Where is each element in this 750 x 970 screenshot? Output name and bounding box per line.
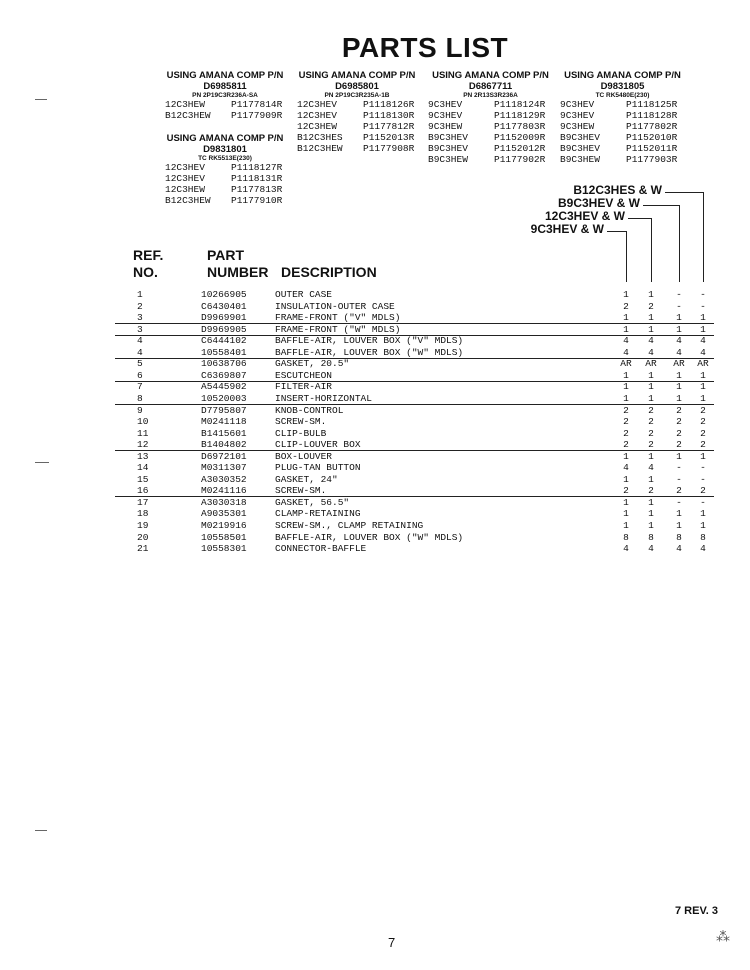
description-header: DESCRIPTION xyxy=(281,264,377,280)
model-label: B9C3HEV & W xyxy=(557,196,640,210)
quantity-cell: 2 xyxy=(648,300,654,312)
compressor-row xyxy=(560,132,685,143)
quantity-cell: 1 xyxy=(700,450,706,462)
corner-mark: ⁂ xyxy=(716,928,730,944)
part-number: M0219916 xyxy=(201,520,247,531)
part-number: A5445902 xyxy=(201,381,247,393)
ref-number: 8 xyxy=(137,392,143,404)
model-bracket-vertical xyxy=(626,231,627,282)
quantity-cell: 2 xyxy=(648,404,654,416)
compressor-group-heading: USING AMANA COMP P/N xyxy=(298,70,416,81)
compressor-row-part: P1177903R xyxy=(626,154,678,165)
quantity-cell: 2 xyxy=(648,439,654,451)
part-description: CLIP-BULB xyxy=(275,427,327,439)
ref-number: 18 xyxy=(137,508,149,520)
quantity-cell: 4 xyxy=(676,346,682,358)
quantity-cell: 2 xyxy=(623,439,629,451)
quantity-cell: 1 xyxy=(676,508,682,520)
compressor-row-model: 9C3HEV xyxy=(428,99,463,110)
quantity-cell: 4 xyxy=(623,543,629,555)
quantity-cell: AR xyxy=(673,358,685,370)
ref-number: 11 xyxy=(137,427,149,439)
compressor-group xyxy=(165,133,285,206)
quantity-cell: 2 xyxy=(648,416,654,428)
model-bracket-horizontal xyxy=(643,205,679,206)
quantity-cell: 1 xyxy=(623,323,629,335)
quantity-cell: 2 xyxy=(648,427,654,439)
part-description: BAFFLE-AIR, LOUVER BOX ("W" MDLS) xyxy=(275,346,464,358)
quantity-cell: 1 xyxy=(623,450,629,462)
part-number: M0241116 xyxy=(201,485,247,497)
compressor-row-model: B9C3HEW xyxy=(428,154,468,165)
quantity-cell: 1 xyxy=(648,392,654,404)
quantity-cell: 1 xyxy=(700,392,706,404)
quantity-cell: 4 xyxy=(648,335,654,347)
part-header-line1: PART xyxy=(207,247,245,263)
quantity-cell: 2 xyxy=(623,485,629,497)
model-bracket-horizontal xyxy=(665,192,703,193)
quantity-cell: 4 xyxy=(623,335,629,347)
compressor-row-part: P1177910R xyxy=(231,195,283,206)
part-number: 10558401 xyxy=(201,346,247,358)
quantity-cell: 1 xyxy=(700,381,706,393)
compressor-row-model: 9C3HEW xyxy=(560,121,595,132)
part-description: CLAMP-RETAINING xyxy=(275,508,361,520)
compressor-row xyxy=(428,99,553,110)
quantity-cell: 4 xyxy=(700,543,706,555)
part-number: 10558501 xyxy=(201,531,247,543)
part-description: PLUG-TAN BUTTON xyxy=(275,462,361,474)
compressor-row-part: P1177909R xyxy=(231,110,283,121)
ref-number: 7 xyxy=(137,381,143,393)
quantity-cell: 4 xyxy=(700,346,706,358)
compressor-row-model: 12C3HEV xyxy=(165,162,205,173)
compressor-row-part: P1118129R xyxy=(494,110,546,121)
margin-mark xyxy=(35,830,47,831)
quantity-cell: - xyxy=(700,496,706,508)
compressor-row-part: P1152011R xyxy=(626,143,678,154)
compressor-row xyxy=(165,99,285,110)
part-number: D9969905 xyxy=(201,323,247,335)
quantity-cell: 1 xyxy=(700,369,706,381)
compressor-row-model: 9C3HEW xyxy=(428,121,463,132)
quantity-cell: 1 xyxy=(623,369,629,381)
quantity-cell: 2 xyxy=(676,485,682,497)
compressor-row-part: P1177902R xyxy=(494,154,546,165)
ref-number: 21 xyxy=(137,543,149,555)
quantity-cell: 2 xyxy=(623,300,629,312)
quantity-cell: AR xyxy=(620,358,632,370)
quantity-cell: 1 xyxy=(676,312,682,324)
compressor-row xyxy=(560,99,685,110)
compressor-row-model: 9C3HEV xyxy=(560,99,595,110)
compressor-group-heading: USING AMANA COMP P/N xyxy=(166,133,284,144)
compressor-row-part: P1177812R xyxy=(363,121,415,132)
quantity-cell: 1 xyxy=(676,381,682,393)
part-description: SCREW-SM. xyxy=(275,485,327,497)
part-number: B1404802 xyxy=(201,439,247,451)
part-number: C6444102 xyxy=(201,335,247,347)
part-description: BOX-LOUVER xyxy=(275,450,333,462)
compressor-row xyxy=(560,143,685,154)
compressor-row xyxy=(428,121,553,132)
quantity-cell: 8 xyxy=(648,531,654,543)
part-description: BAFFLE-AIR, LOUVER BOX ("W" MDLS) xyxy=(275,531,464,543)
compressor-row xyxy=(165,195,285,206)
quantity-cell: 4 xyxy=(676,335,682,347)
quantity-cell: 4 xyxy=(623,346,629,358)
quantity-cell: 4 xyxy=(700,335,706,347)
quantity-cell: 1 xyxy=(676,450,682,462)
part-number: M0241118 xyxy=(201,416,247,428)
quantity-cell: 4 xyxy=(676,543,682,555)
quantity-cell: - xyxy=(700,289,706,300)
compressor-group xyxy=(297,70,417,154)
quantity-cell: 1 xyxy=(648,289,654,300)
quantity-cell: 8 xyxy=(676,531,682,543)
quantity-cell: 1 xyxy=(648,323,654,335)
part-number: A3030352 xyxy=(201,473,247,485)
quantity-cell: - xyxy=(700,300,706,312)
quantity-cell: 2 xyxy=(700,427,706,439)
ref-number: 4 xyxy=(137,335,143,347)
model-bracket-horizontal xyxy=(628,218,651,219)
compressor-row-part: P1118125R xyxy=(626,99,678,110)
quantity-cell: 4 xyxy=(623,462,629,474)
quantity-cell: 2 xyxy=(676,439,682,451)
part-description: FRAME-FRONT ("W" MDLS) xyxy=(275,323,401,335)
compressor-row-model: B12C3HEW xyxy=(165,110,211,121)
quantity-cell: - xyxy=(700,462,706,474)
compressor-row-model: B9C3HEV xyxy=(560,143,600,154)
quantity-cell: - xyxy=(676,289,682,300)
quantity-cell: 1 xyxy=(676,520,682,531)
part-description: INSERT-HORIZONTAL xyxy=(275,392,372,404)
quantity-cell: - xyxy=(676,496,682,508)
compressor-row-part: P1152010R xyxy=(626,132,678,143)
model-bracket-vertical xyxy=(679,205,680,282)
quantity-cell: 1 xyxy=(700,312,706,324)
compressor-row xyxy=(428,143,553,154)
compressor-row-part: P1118126R xyxy=(363,99,415,110)
ref-number: 17 xyxy=(137,496,149,508)
quantity-cell: 1 xyxy=(623,312,629,324)
compressor-row xyxy=(297,132,417,143)
compressor-row-part: P1177814R xyxy=(231,99,283,110)
part-number: 10558301 xyxy=(201,543,247,555)
part-number: A3030318 xyxy=(201,496,247,508)
quantity-cell: 1 xyxy=(700,520,706,531)
compressor-row-model: B9C3HEW xyxy=(560,154,600,165)
compressor-row-model: 12C3HEW xyxy=(165,184,205,195)
quantity-cell: 1 xyxy=(623,520,629,531)
quantity-cell: 2 xyxy=(700,404,706,416)
quantity-cell: 4 xyxy=(648,543,654,555)
quantity-cell: 2 xyxy=(648,485,654,497)
compressor-sub: TC RK5480E(230) xyxy=(595,92,650,99)
part-description: FRAME-FRONT ("V" MDLS) xyxy=(275,312,401,324)
part-description: SCREW-SM., CLAMP RETAINING xyxy=(275,520,424,531)
margin-mark xyxy=(35,462,49,463)
quantity-cell: 2 xyxy=(676,416,682,428)
model-label: 9C3HEV & W xyxy=(530,222,604,236)
compressor-row-part: P1118131R xyxy=(231,173,283,184)
ref-number: 5 xyxy=(137,358,143,370)
compressor-row xyxy=(428,110,553,121)
quantity-cell: 1 xyxy=(623,508,629,520)
ref-number: 13 xyxy=(137,450,149,462)
compressor-sub: PN 2P19C3R235A-1B xyxy=(324,92,390,99)
ref-number: 4 xyxy=(137,346,143,358)
quantity-cell: 1 xyxy=(648,496,654,508)
model-label: B12C3HES & W xyxy=(573,183,662,197)
quantity-cell: 1 xyxy=(700,323,706,335)
part-description: GASKET, 24" xyxy=(275,473,338,485)
compressor-row-part: P1118124R xyxy=(494,99,546,110)
compressor-row-part: P1177803R xyxy=(494,121,546,132)
compressor-row xyxy=(165,162,285,173)
part-description: CONNECTOR-BAFFLE xyxy=(275,543,367,555)
part-number: C6430401 xyxy=(201,300,247,312)
part-number: A9035301 xyxy=(201,508,247,520)
quantity-cell: 1 xyxy=(648,473,654,485)
part-number: D6972101 xyxy=(201,450,247,462)
part-header-line2: NUMBER xyxy=(207,264,269,280)
compressor-group-heading: USING AMANA COMP P/N xyxy=(166,70,284,81)
ref-number: 1 xyxy=(137,289,143,300)
page-title: PARTS LIST xyxy=(341,32,509,63)
compressor-row xyxy=(165,110,285,121)
ref-number: 14 xyxy=(137,462,149,474)
compressor-row-model: B9C3HEV xyxy=(428,143,468,154)
compressor-pn: D9831805 xyxy=(600,81,645,92)
part-description: INSULATION-OUTER CASE xyxy=(275,300,395,312)
compressor-row xyxy=(428,154,553,165)
quantity-cell: 1 xyxy=(648,450,654,462)
model-bracket-vertical xyxy=(703,192,704,282)
quantity-cell: 2 xyxy=(623,404,629,416)
part-number: C6369807 xyxy=(201,369,247,381)
compressor-row xyxy=(428,132,553,143)
part-number: 10638706 xyxy=(201,358,247,370)
ref-number: 16 xyxy=(137,485,149,497)
quantity-cell: 1 xyxy=(700,508,706,520)
quantity-cell: 8 xyxy=(700,531,706,543)
compressor-row-model: 9C3HEV xyxy=(428,110,463,121)
quantity-cell: 1 xyxy=(676,369,682,381)
ref-header-line1: REF. xyxy=(133,247,164,263)
compressor-row-model: 12C3HEW xyxy=(165,99,205,110)
quantity-cell: 2 xyxy=(700,416,706,428)
quantity-cell: 1 xyxy=(623,496,629,508)
part-description: CLIP-LOUVER BOX xyxy=(275,439,361,451)
quantity-cell: 1 xyxy=(676,392,682,404)
quantity-cell: 2 xyxy=(623,416,629,428)
ref-number: 9 xyxy=(137,404,143,416)
compressor-row-part: P1177908R xyxy=(363,143,415,154)
compressor-pn: D6867711 xyxy=(468,81,513,92)
compressor-row xyxy=(297,99,417,110)
model-label: 12C3HEV & W xyxy=(544,209,625,223)
quantity-cell: - xyxy=(700,473,706,485)
compressor-row-model: 9C3HEV xyxy=(560,110,595,121)
quantity-cell: 2 xyxy=(700,439,706,451)
compressor-row-model: 12C3HEV xyxy=(165,173,205,184)
quantity-cell: 2 xyxy=(623,427,629,439)
compressor-row xyxy=(297,121,417,132)
compressor-row-model: B9C3HEV xyxy=(428,132,468,143)
quantity-cell: 1 xyxy=(648,520,654,531)
quantity-cell: 2 xyxy=(676,404,682,416)
part-number: 10520003 xyxy=(201,392,247,404)
part-description: GASKET, 56.5" xyxy=(275,496,350,508)
compressor-row-model: B9C3HEV xyxy=(560,132,600,143)
compressor-row-model: 12C3HEV xyxy=(297,99,337,110)
quantity-cell: 4 xyxy=(648,462,654,474)
compressor-row-part: P1118130R xyxy=(363,110,415,121)
ref-number: 15 xyxy=(137,473,149,485)
model-bracket-vertical xyxy=(651,218,652,282)
compressor-sub: TC RK5513E(230) xyxy=(198,155,252,162)
part-description: OUTER CASE xyxy=(275,289,333,300)
ref-header-line2: NO. xyxy=(133,264,158,280)
part-number: D7795807 xyxy=(201,404,247,416)
quantity-cell: 1 xyxy=(623,473,629,485)
quantity-cell: AR xyxy=(645,358,657,370)
ref-number: 20 xyxy=(137,531,149,543)
quantity-cell: 8 xyxy=(623,531,629,543)
compressor-pn: D6985801 xyxy=(335,81,379,92)
ref-number: 19 xyxy=(137,520,149,531)
compressor-row-part: P1177813R xyxy=(231,184,283,195)
compressor-group xyxy=(428,70,553,165)
part-number: M0311307 xyxy=(201,462,247,474)
compressor-row-model: 12C3HEV xyxy=(297,110,337,121)
compressor-row-part: P1152009R xyxy=(494,132,546,143)
quantity-cell: 1 xyxy=(676,323,682,335)
ref-number: 2 xyxy=(137,300,143,312)
compressor-row xyxy=(297,143,417,154)
compressor-row xyxy=(560,154,685,165)
compressor-row-model: 12C3HEW xyxy=(297,121,337,132)
compressor-group-heading: USING AMANA COMP P/N xyxy=(432,70,549,81)
quantity-cell: 1 xyxy=(648,369,654,381)
quantity-cell: - xyxy=(676,462,682,474)
compressor-pn: D9831801 xyxy=(203,144,247,155)
compressor-row-model: B12C3HEW xyxy=(297,143,343,154)
compressor-row-part: P1177802R xyxy=(626,121,678,132)
quantity-cell: 1 xyxy=(623,289,629,300)
quantity-cell: - xyxy=(676,473,682,485)
compressor-group xyxy=(165,70,285,121)
compressor-row-part: P1152013R xyxy=(363,132,415,143)
part-description: KNOB-CONTROL xyxy=(275,404,344,416)
compressor-row-part: P1152012R xyxy=(494,143,546,154)
part-description: BAFFLE-AIR, LOUVER BOX ("V" MDLS) xyxy=(275,335,464,347)
part-number: B1415601 xyxy=(201,427,247,439)
quantity-cell: 1 xyxy=(623,392,629,404)
compressor-row-part: P1118128R xyxy=(626,110,678,121)
quantity-cell: AR xyxy=(697,358,709,370)
ref-number: 12 xyxy=(137,439,149,451)
compressor-group-heading: USING AMANA COMP P/N xyxy=(564,70,681,81)
compressor-pn: D6985811 xyxy=(203,81,247,92)
bottom-mark: 7 xyxy=(388,935,396,950)
part-description: ESCUTCHEON xyxy=(275,369,333,381)
compressor-row xyxy=(165,184,285,195)
compressor-row xyxy=(560,110,685,121)
page-number: 7 REV. 3 xyxy=(675,905,719,917)
part-description: FILTER-AIR xyxy=(275,381,333,393)
part-number: D9969901 xyxy=(201,312,247,324)
compressor-row xyxy=(165,173,285,184)
compressor-row-model: B12C3HEW xyxy=(165,195,211,206)
compressor-sub: PN 2R13S3R236A xyxy=(463,92,518,99)
quantity-cell: 2 xyxy=(676,427,682,439)
part-description: SCREW-SM. xyxy=(275,416,327,428)
part-description: GASKET, 20.5" xyxy=(275,358,350,370)
ref-number: 10 xyxy=(137,416,149,428)
ref-number: 3 xyxy=(137,323,143,335)
quantity-cell: - xyxy=(676,300,682,312)
quantity-cell: 1 xyxy=(648,508,654,520)
ref-number: 6 xyxy=(137,369,143,381)
margin-mark xyxy=(35,99,47,100)
quantity-cell: 1 xyxy=(648,312,654,324)
compressor-row-model: B12C3HES xyxy=(297,132,343,143)
compressor-row-part: P1118127R xyxy=(231,162,283,173)
compressor-row xyxy=(560,121,685,132)
part-number: 10266905 xyxy=(201,289,247,300)
compressor-group xyxy=(560,70,685,165)
compressor-row xyxy=(297,110,417,121)
quantity-cell: 2 xyxy=(700,485,706,497)
ref-number: 3 xyxy=(137,312,143,324)
compressor-sub: PN 2P19C3R236A-SA xyxy=(192,92,258,99)
quantity-cell: 1 xyxy=(648,381,654,393)
quantity-cell: 4 xyxy=(648,346,654,358)
model-bracket-horizontal xyxy=(607,231,626,232)
quantity-cell: 1 xyxy=(623,381,629,393)
